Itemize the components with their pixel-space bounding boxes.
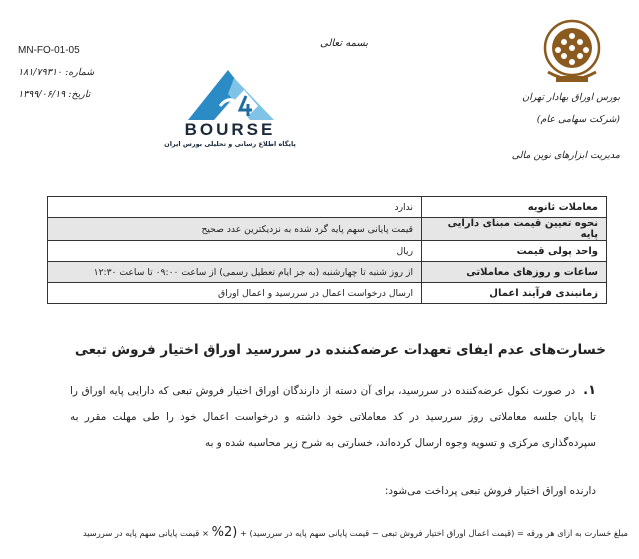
table-value: ندارد (48, 197, 422, 218)
table-key: ساعات و روزهای معاملاتی (422, 262, 607, 283)
basmala: بسمه تعالی (320, 38, 369, 49)
org-name: بورس اوراق بهادار تهران (522, 92, 620, 103)
letter-number-label: شماره: (65, 67, 95, 78)
table-value: ارسال درخواست اعمال در سررسید و اعمال اوراق (48, 283, 422, 304)
form-code: MN-FO-01-05 (18, 45, 80, 56)
table-key: زمانبندی فرآیند اعمال (422, 283, 607, 304)
section-title: خسارت‌های عدم ایفای تعهدات عرضه‌کننده در سررسید اوراق اختیار فروش تبعی (74, 342, 606, 358)
table-key: نحوه تعیین قیمت مبنای دارایی پایه (422, 218, 607, 241)
document-meta (18, 40, 130, 106)
letter-date-label: تاریخ: (68, 89, 91, 100)
table-value: ریال (48, 241, 422, 262)
table-value: قیمت پایانی سهم پایه گرد شده به نزدیکترین عدد صحیح (48, 218, 422, 241)
bourse-wordmark: BOURSE (184, 120, 276, 139)
formula-term1: (قیمت اعمال اوراق اختیار فروش تبعی − قیمت پایانی سهم پایه در سررسید) (249, 528, 515, 538)
letter-date (18, 84, 130, 106)
letter-number-value: ۱۸۱/۷۹۳۱۰ (18, 67, 63, 78)
logo-tagline: پایگاه اطلاع رسانی و تحلیلی بورس ایران (164, 140, 296, 148)
formula-term2: × قیمت پایانی سهم پایه در سررسید (82, 528, 209, 538)
item-number: ۱. (583, 383, 596, 398)
specs-table (47, 196, 607, 304)
table-row (48, 283, 607, 304)
letter-date-value: ۱۳۹۹/۰۶/۱۹ (18, 89, 66, 100)
table-key: معاملات ثانویه (422, 197, 607, 218)
letter-number (18, 62, 130, 84)
paragraph-last-line: دارنده اوراق اختیار فروش تبعی پرداخت می‌شود: (384, 485, 596, 497)
formula-plus: + (239, 528, 247, 538)
compensation-formula (8, 525, 628, 540)
table-row (48, 241, 607, 262)
department-name: مدیریت ابزارهای نوین مالی (511, 150, 620, 161)
tse-seal-logo (534, 12, 610, 90)
formula-lhs: مبلغ خسارت به ازای هر ورقه = (516, 528, 628, 538)
table-key: واحد پولی قیمت (422, 241, 607, 262)
formula-open-paren: ( (232, 525, 238, 540)
paragraph-text: در صورت نکول عرضه‌کننده در سررسید، برای آن دسته از دارندگان اوراق اختیار فروش تبعی که دارایی پایه اوراق را تا پایان جلسه معاملاتی روز سررسید در کد معاملاتی خود داشته و درخواست اعمال خود را طی مهلت مقرر به سپرده‌گذاری مرکزی و تسویه وجوه ارسال کرده‌اند، خسارتی به شرح زیر محاسبه شده و به (70, 385, 596, 449)
body-paragraph (70, 378, 596, 456)
org-type: (شرکت سهامی عام) (536, 114, 620, 125)
bourse-logo-icon (150, 62, 310, 122)
table-row (48, 262, 607, 283)
table-value: از روز شنبه تا چهارشنبه (به جز ایام تعطیل رسمی) از ساعت ۰۹:۰۰ تا ساعت ۱۲:۳۰ (48, 262, 422, 283)
table-row (48, 197, 607, 218)
table-row (48, 218, 607, 241)
formula-percent: 2% (211, 525, 233, 540)
